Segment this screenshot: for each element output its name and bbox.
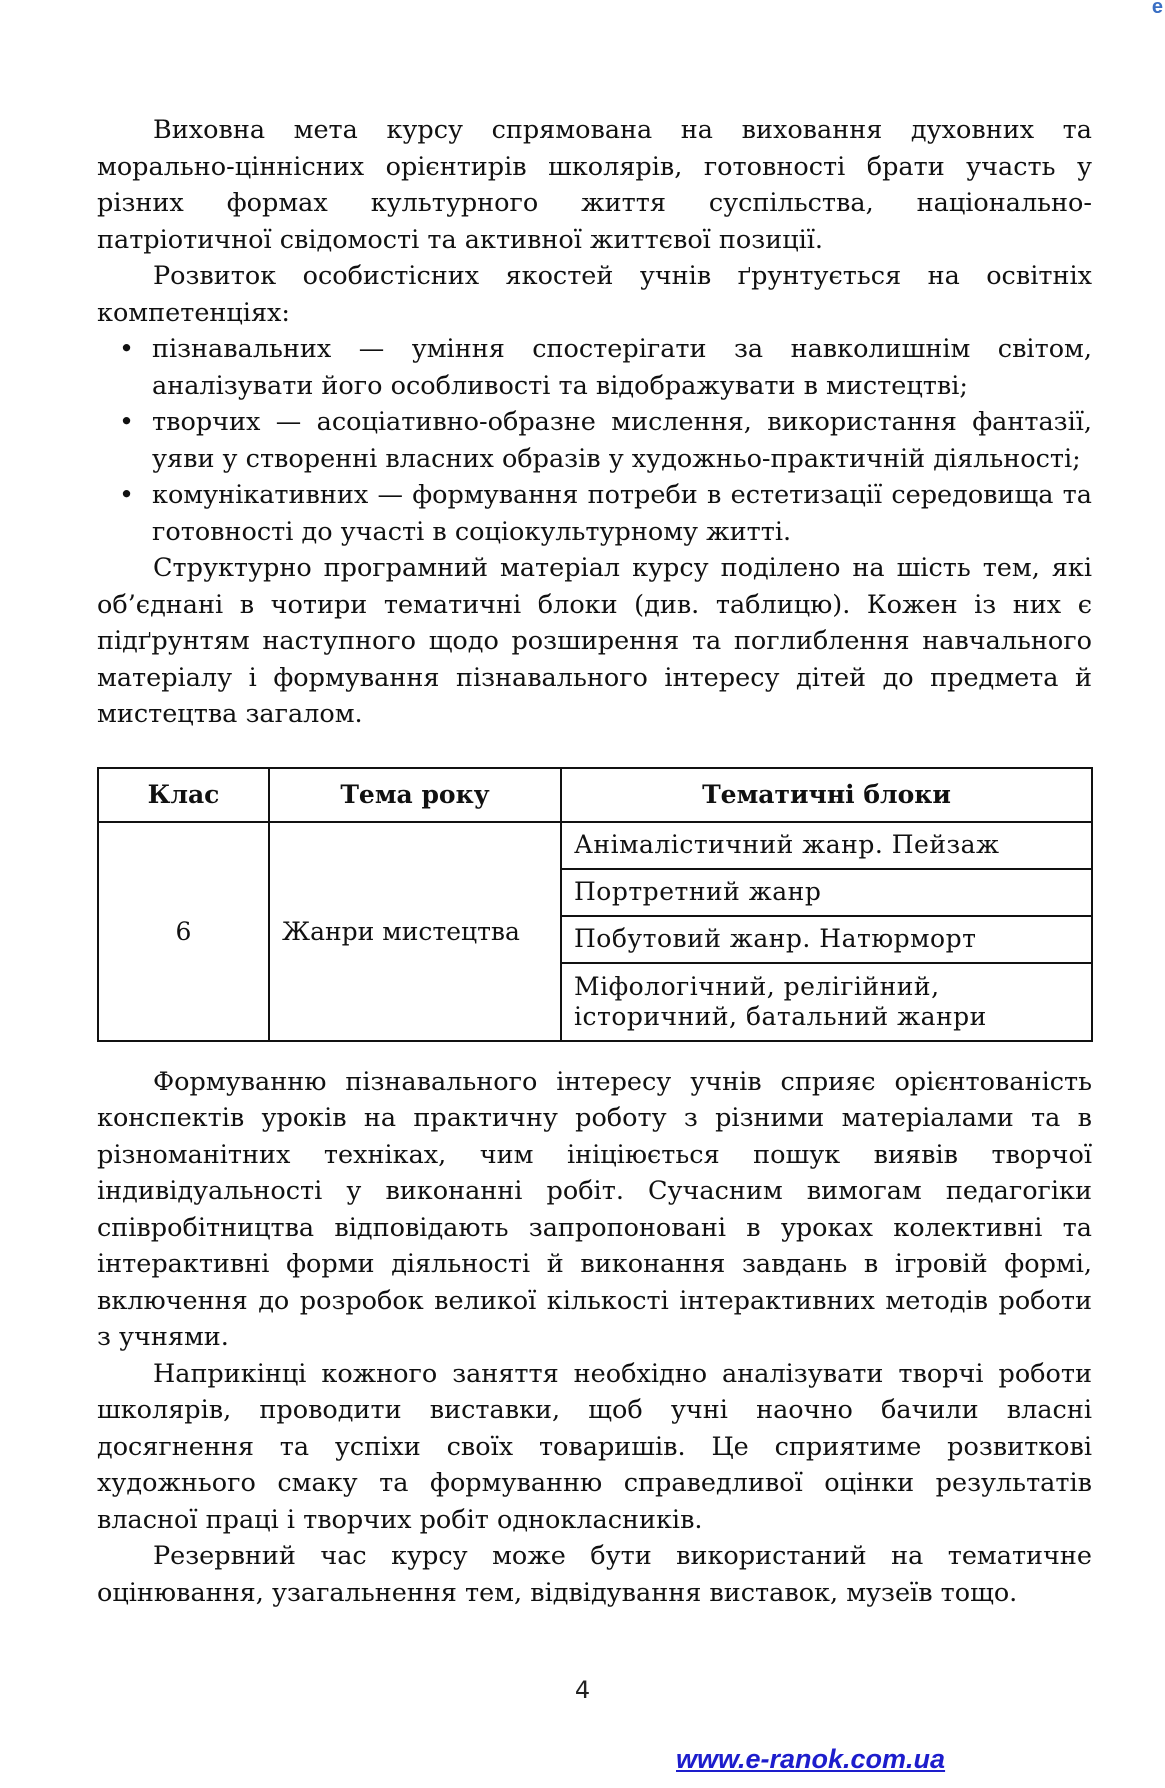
cell-class: 6 <box>98 822 269 1041</box>
cell-block: Анімалістичний жанр. Пейзаж <box>561 822 1092 869</box>
paragraph-lesson-end: Наприкінці кожного заняття необхідно аналізувати творчі роботи школярів, проводити виставки, щоб учні наочно бачили власні досягнення та успіхи своїх товаришів. Це сприятиме розвиткові художнього смаку та формуванню справедливої оцінки результатів власної праці і творчих робіт однокласників. <box>97 1358 1092 1535</box>
paragraph-educational-goal: Виховна мета курсу спрямована на виховання духовних та морально-ціннісних орієнтирів школярів, готовності брати участь у різних формах культурного життя суспільства, національно-патріотичної свідомості та активної життєвої позиції. <box>97 115 1092 255</box>
paragraph-structure: Структурно програмний матеріал курсу поділено на шість тем, які об’єднані в чотири тематичні блоки (див. таблицю). Кожен із них є підґрунтям наступного щодо розширення та поглиблення навчального матеріалу і формування пізнавального інтересу дітей до предмета й мистецтва загалом. <box>97 553 1092 729</box>
bullet-icon: • <box>119 407 135 437</box>
page-number: 4 <box>574 1676 591 1704</box>
site-link[interactable]: www.e-ranok.com.ua <box>676 1744 946 1774</box>
page-content <box>97 112 1092 1611</box>
list-item <box>97 331 1092 404</box>
competencies-list <box>97 331 1092 550</box>
list-item-text: комунікативних — формування потреби в естетизації середовища та готовності до участі в соціокультурному житті. <box>152 480 1092 547</box>
list-item <box>97 477 1092 550</box>
corner-logo-mark: e <box>1151 0 1163 18</box>
list-item-text: творчих — асоціативно-образне мислення, використання фантазії, уяви у створенні власних образів у художньо-практичній діяльності; <box>152 407 1092 474</box>
list-item <box>97 404 1092 477</box>
cell-topic: Жанри мистецтва <box>269 822 561 1041</box>
bullet-icon: • <box>119 334 135 364</box>
header-class: Клас <box>98 768 269 822</box>
cell-block: Міфологічний, релігійний, історичний, батальний жанри <box>561 963 1092 1041</box>
table-header-row <box>98 768 1092 822</box>
cell-block: Портретний жанр <box>561 869 1092 916</box>
list-item-text: пізнавальних — уміння спостерігати за навколишнім світом, аналізувати його особливості та відображувати в мистецтві; <box>152 334 1092 401</box>
cell-block: Побутовий жанр. Натюрморт <box>561 916 1092 963</box>
header-topic: Тема року <box>269 768 561 822</box>
table-row <box>98 822 1092 869</box>
thematic-blocks-table <box>97 767 1093 1042</box>
bullet-icon: • <box>119 480 135 510</box>
paragraph-cognitive-interest: Формуванню пізнавального інтересу учнів сприяє орієнтованість конспектів уроків на практичну роботу з різними матеріалами та в різноманітних техніках, чим ініціюється пошук виявів творчої індивідуальності у виконанні робіт. Сучасним вимогам педагогіки співробітництва відповідають запропоновані в уроках колективні та інтерактивні форми діяльності й виконання завдань в ігровій формі, включення до розробок великої кількості інтерактивних методів роботи з учнями. <box>97 1066 1092 1352</box>
header-blocks: Тематичні блоки <box>561 768 1092 822</box>
paragraph-reserve-time: Резервний час курсу може бути використаний на тематичне оцінювання, узагальнення тем, відвідування виставок, музеїв тощо. <box>97 1541 1092 1608</box>
paragraph-competencies-intro: Розвиток особистісних якостей учнів ґрунтується на освітніх компетенціях: <box>97 261 1092 328</box>
